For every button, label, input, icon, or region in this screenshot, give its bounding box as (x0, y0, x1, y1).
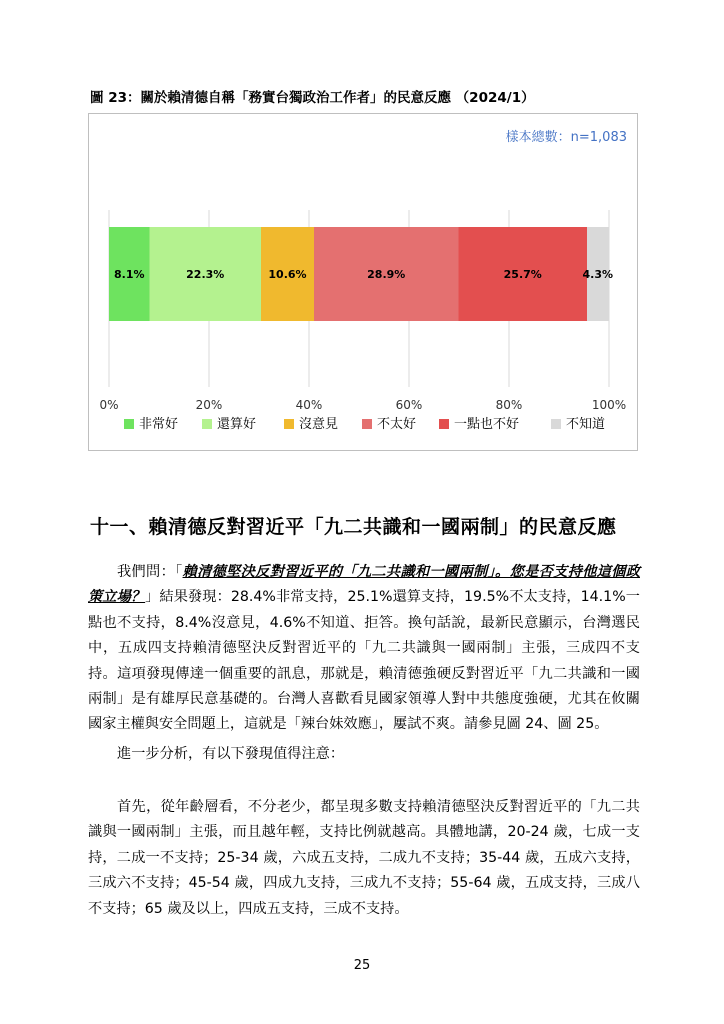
paragraph-survey-question (88, 560, 640, 738)
legend-swatch (284, 419, 294, 429)
data-label: 22.3% (186, 268, 225, 281)
x-tick-label: 40% (295, 398, 323, 412)
figure-caption: 圖 23：關於賴清德自稱「務實台獨政治工作者」的民意反應 （2024/1） (90, 90, 535, 106)
data-label: 10.6% (268, 268, 307, 281)
stacked-bar-chart (89, 114, 637, 450)
data-label: 25.7% (503, 268, 542, 281)
legend-label: 不知道 (566, 417, 606, 432)
data-label: 4.3% (582, 268, 614, 281)
legend-label: 非常好 (139, 417, 179, 432)
page-number: 25 (353, 958, 371, 973)
legend-label: 不太好 (377, 417, 417, 432)
x-tick-label: 0% (99, 398, 119, 412)
paragraph-findings: 」結果發現：28.4%非常支持，25.1%還算支持，19.5%不太支持，14.1%一點也不支持，8.4%沒意見，4.6%不知道、拒答。換句話說，最新民意顯示，台灣選民中，五成四支持賴清德堅決反對習近平的「九二共識與一國兩制」主張，三成四不支持。這項發現傳達一個重要的訊息，那就是，賴清德強硬反對習近平「九二共識和一國兩制」是有雄厚民意基礎的。台灣人喜歡看見國家領導人對中共態度強硬，尤其在攸關國家主權與安全問題上，這就是「辣台妹效應」，屢試不爽。請參見圖 24、圖 25。 (88, 589, 640, 733)
x-tick-label: 60% (395, 398, 423, 412)
legend-swatch (551, 419, 561, 429)
legend-swatch (202, 419, 212, 429)
chart-frame (88, 113, 638, 451)
legend-swatch (362, 419, 372, 429)
legend-swatch (439, 419, 449, 429)
x-tick-label: 80% (495, 398, 523, 412)
legend-swatch (124, 419, 134, 429)
paragraph-further-analysis: 進一步分析，有以下發現值得注意： (117, 746, 345, 762)
legend-label: 沒意見 (299, 417, 339, 432)
section-heading: 十一、賴清德反對習近平「九二共識和一國兩制」的民意反應 (90, 516, 617, 538)
legend-label: 一點也不好 (454, 417, 520, 432)
data-label: 8.1% (113, 268, 145, 281)
paragraph-intro: 我們問：「 (117, 564, 183, 580)
legend-label: 還算好 (217, 417, 257, 432)
survey-question: 賴清德堅決反對習近平的「九二共識和一國兩制」。您是否支持他這個政策立場？ (88, 564, 640, 606)
x-tick-label: 100% (591, 398, 627, 412)
paragraph-age-analysis: 首先，從年齡層看，不分老少，都呈現多數支持賴清德堅決反對習近平的「九二共識與一國兩制」主張，而且越年輕，支持比例就越高。具體地講，20-24 歲，七成一支持，二成一不支持；25-34 歲，六成五支持，二成九不支持；35-44 歲，五成六支持，三成六不支持；45-54 歲，四成九支持，三成九不支持；55-64 歲，五成支持，三成八不支持；65 歲及以上，四成五支持，三成不支持。 (88, 799, 640, 917)
sample-size-note: 樣本總數：n=1,083 (505, 130, 627, 145)
x-tick-label: 20% (195, 398, 223, 412)
data-label: 28.9% (367, 268, 406, 281)
